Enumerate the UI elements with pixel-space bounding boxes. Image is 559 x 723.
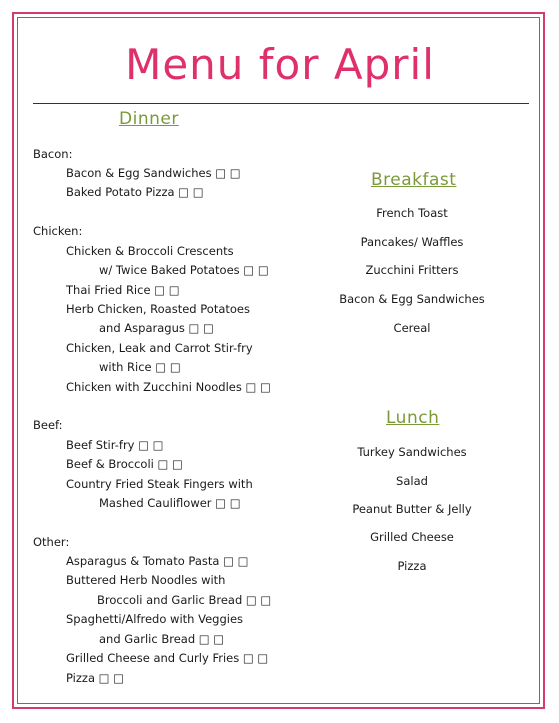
dinner-item: Chicken & Broccoli Crescents (66, 244, 234, 258)
dinner-group-label: Bacon: (33, 147, 73, 161)
breakfast-item: Bacon & Egg Sandwiches (339, 292, 485, 306)
title-divider (33, 103, 529, 104)
page-title: Menu for April (125, 40, 435, 89)
page-border-inner (17, 17, 540, 704)
dinner-item: w/ Twice Baked Potatoes □ □ (99, 263, 269, 277)
dinner-group-label: Chicken: (33, 224, 83, 238)
dinner-item: Baked Potato Pizza □ □ (66, 185, 204, 199)
dinner-group-label: Other: (33, 535, 70, 549)
lunch-item: Pizza (397, 559, 427, 573)
dinner-item: and Garlic Bread □ □ (99, 632, 225, 646)
breakfast-item: Cereal (393, 321, 431, 335)
dinner-item: Asparagus & Tomato Pasta □ □ (66, 554, 249, 568)
dinner-item: Beef & Broccoli □ □ (66, 457, 183, 471)
dinner-item: Chicken with Zucchini Noodles □ □ (66, 380, 271, 394)
lunch-item: Peanut Butter & Jelly (352, 502, 472, 516)
lunch-heading: Lunch (386, 408, 440, 428)
dinner-item: Mashed Cauliflower □ □ (99, 496, 241, 510)
lunch-item: Turkey Sandwiches (357, 445, 467, 459)
dinner-item: Spaghetti/Alfredo with Veggies (66, 612, 244, 626)
dinner-group-label: Beef: (33, 418, 63, 432)
dinner-item: Chicken, Leak and Carrot Stir-fry (66, 341, 253, 355)
lunch-item: Salad (396, 474, 428, 488)
dinner-item: Beef Stir-fry □ □ (66, 438, 164, 452)
dinner-item: Pizza □ □ (66, 671, 125, 685)
dinner-item: Buttered Herb Noodles with (66, 573, 226, 587)
dinner-item: Thai Fried Rice □ □ (66, 283, 180, 297)
dinner-item: with Rice □ □ (99, 360, 181, 374)
dinner-item: and Asparagus □ □ (99, 321, 214, 335)
lunch-item: Grilled Cheese (370, 530, 454, 544)
dinner-item: Herb Chicken, Roasted Potatoes (66, 302, 250, 316)
breakfast-item: Zucchini Fritters (365, 263, 459, 277)
dinner-item: Grilled Cheese and Curly Fries □ □ (66, 651, 269, 665)
breakfast-item: French Toast (376, 206, 448, 220)
dinner-heading: Dinner (119, 109, 179, 129)
dinner-item: Bacon & Egg Sandwiches □ □ (66, 166, 241, 180)
dinner-item: Broccoli and Garlic Bread □ □ (97, 593, 272, 607)
breakfast-heading: Breakfast (371, 170, 457, 190)
breakfast-item: Pancakes/ Waffles (360, 235, 464, 249)
dinner-item: Country Fried Steak Fingers with (66, 477, 253, 491)
